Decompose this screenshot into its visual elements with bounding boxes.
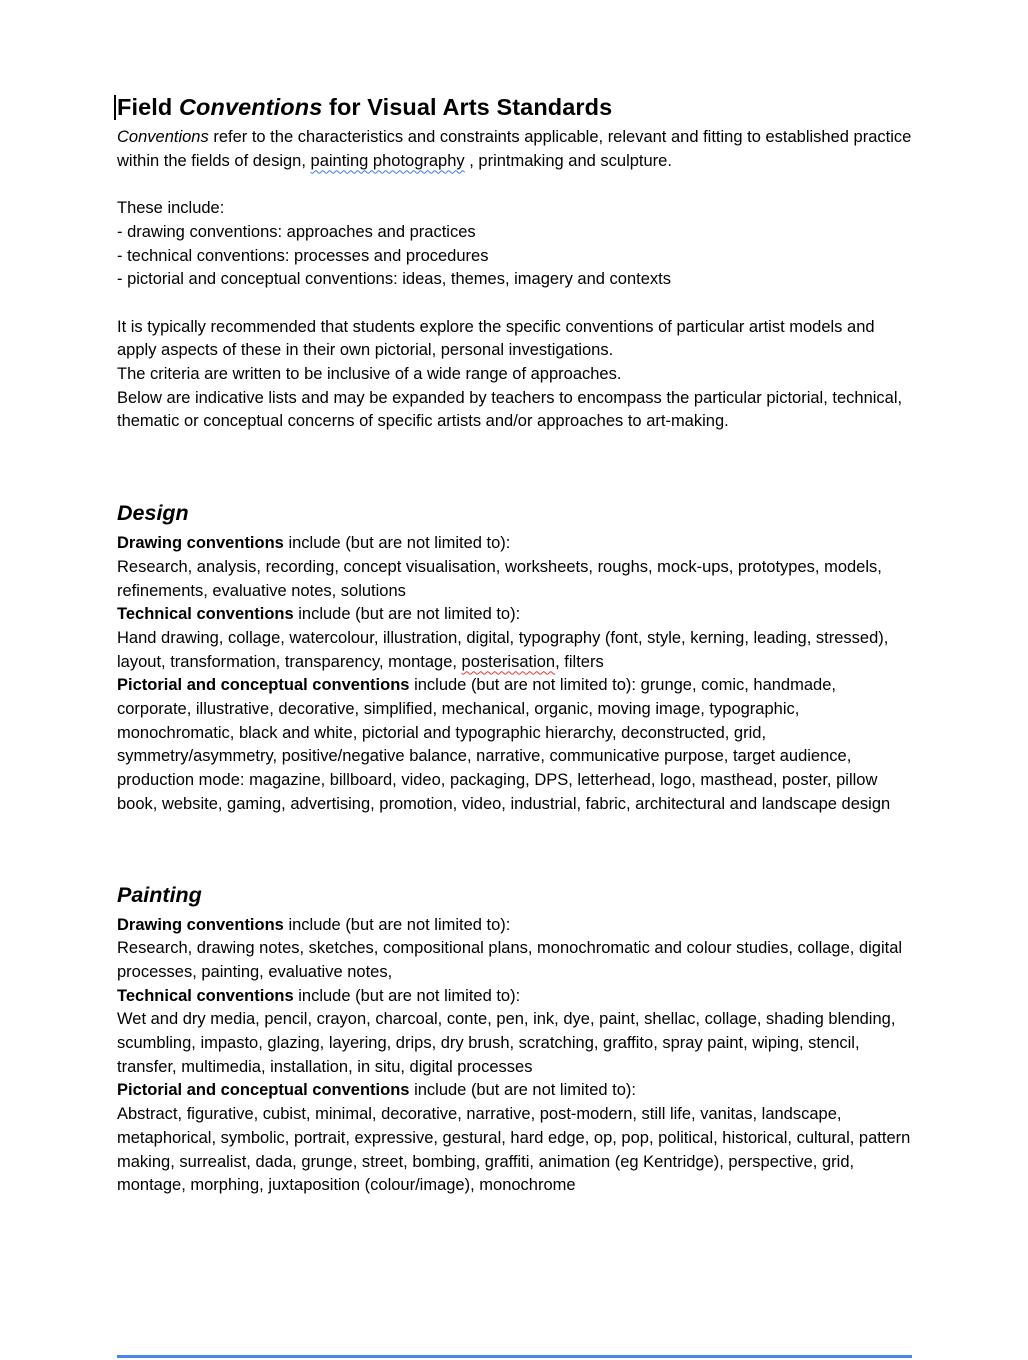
technical-conventions-label: Technical conventions <box>117 986 294 1005</box>
guidance-paragraph[interactable]: It is typically recommended that students explore the specific conventions of particular artist models and apply aspects of these in their own pictorial, personal investigations. <box>117 317 875 360</box>
body-run: Hand drawing, collage, watercolour, illustration, digital, typography (font, style, kerning, leading, stressed), layout, transformation, transparency, montage, <box>117 628 889 671</box>
intro-run-italic: Conventions <box>117 128 209 146</box>
document-title[interactable] <box>117 92 913 122</box>
guidance-paragraph[interactable]: Below are indicative lists and may be expanded by teachers to encompass the particular pictorial, technical, thematic or conceptual concerns of specific artists and/or approaches to art-making. <box>117 388 903 431</box>
painting-drawing-conventions-body[interactable]: Research, drawing notes, sketches, compositional plans, monochromatic and colour studies, collage, digital processes, painting, evaluative notes, <box>117 939 903 981</box>
intro-paragraph[interactable] <box>117 126 913 173</box>
title-run: for Visual Arts Standards <box>329 94 613 120</box>
design-technical-conventions-lead[interactable] <box>117 603 913 627</box>
body-run: , filters <box>555 652 604 671</box>
lead-run: include (but are not limited to): <box>283 534 511 553</box>
empty-line[interactable] <box>117 292 913 316</box>
drawing-conventions-label: Drawing conventions <box>117 915 284 934</box>
lead-run: include (but are not limited to): <box>409 1081 637 1100</box>
intro-run: refer to the characteristics and constraints applicable, relevant and fitting to established practice within the fields of design, <box>117 128 912 170</box>
design-section-heading[interactable]: Design <box>117 501 189 526</box>
document-content <box>117 92 913 1198</box>
include-item[interactable]: - technical conventions: processes and procedures <box>117 246 489 265</box>
include-heading[interactable]: These include: <box>117 199 225 218</box>
lead-run: include (but are not limited to): <box>283 915 511 934</box>
painting-drawing-conventions-lead[interactable] <box>117 914 913 938</box>
design-technical-conventions-body[interactable] <box>117 627 913 674</box>
pictorial-conventions-label: Pictorial and conceptual conventions <box>117 1081 410 1100</box>
painting-pictorial-conventions-body[interactable]: Abstract, figurative, cubist, minimal, decorative, narrative, post-modern, still life, vanitas, landscape, metaphorical, symbolic, portrait, expressive, gestural, hard edge, op, pop, political, historical, cultural, pattern making, surrealist, dada, grunge, street, bombing, graffiti, animation (eg Kentridge), perspective, grid, montage, morphing, juxtaposition (colour/image), monochrome <box>117 1105 911 1195</box>
design-pictorial-conventions[interactable] <box>117 674 913 816</box>
grammar-flagged-text[interactable]: painting photography <box>310 151 465 170</box>
technical-conventions-label: Technical conventions <box>117 605 294 624</box>
painting-section-heading[interactable]: Painting <box>117 882 202 907</box>
body-run: include (but are not limited to): grunge, comic, handmade, corporate, illustrative, decorative, simplified, mechanical, organic, moving image, typographic, monochromatic, black and white, pictorial and typographic hierarchy, deconstructed, grid, symmetry/asymmetry, positive/negative balance, narrative, communicative purpose, target audience, production mode: magazine, billboard, video, packaging, DPS, letterhead, logo, masthead, poster, pillow book, website, gaming, advertising, promotion, video, industrial, fabric, architectural and landscape design <box>117 676 891 813</box>
include-item[interactable]: - pictorial and conceptual conventions: ideas, themes, imagery and contexts <box>117 270 671 289</box>
painting-technical-conventions-body[interactable]: Wet and dry media, pencil, crayon, charcoal, conte, pen, ink, dye, paint, shellac, collage, shading blending, scumbling, impasto, glazing, layering, drips, dry brush, scratching, graffito, spray paint, wiping, stencil, transfer, multimedia, installation, in situ, digital processes <box>117 1010 896 1076</box>
guidance-paragraph[interactable]: The criteria are written to be inclusive of a wide range of approaches. <box>117 365 622 383</box>
drawing-conventions-label: Drawing conventions <box>117 534 284 553</box>
title-run-italic: Conventions <box>178 94 323 120</box>
include-item[interactable]: - drawing conventions: approaches and practices <box>117 222 476 241</box>
lead-run: include (but are not limited to): <box>293 986 521 1005</box>
lead-run: include (but are not limited to): <box>293 605 521 624</box>
spelling-flagged-text[interactable]: posterisation <box>461 652 556 671</box>
pictorial-conventions-label: Pictorial and conceptual conventions <box>117 676 410 695</box>
empty-line[interactable] <box>117 173 913 197</box>
text-cursor <box>114 95 116 120</box>
painting-pictorial-conventions-lead[interactable] <box>117 1079 913 1103</box>
design-drawing-conventions-body[interactable]: Research, analysis, recording, concept visualisation, worksheets, roughs, mock-ups, prototypes, models, refinements, evaluative notes, solutions <box>117 557 882 600</box>
intro-run: , printmaking and sculpture. <box>469 151 672 170</box>
title-run: Field <box>117 94 179 120</box>
design-drawing-conventions-lead[interactable] <box>117 532 913 556</box>
partially-visible-blue-rule <box>117 1355 912 1358</box>
painting-technical-conventions-lead[interactable] <box>117 985 913 1009</box>
